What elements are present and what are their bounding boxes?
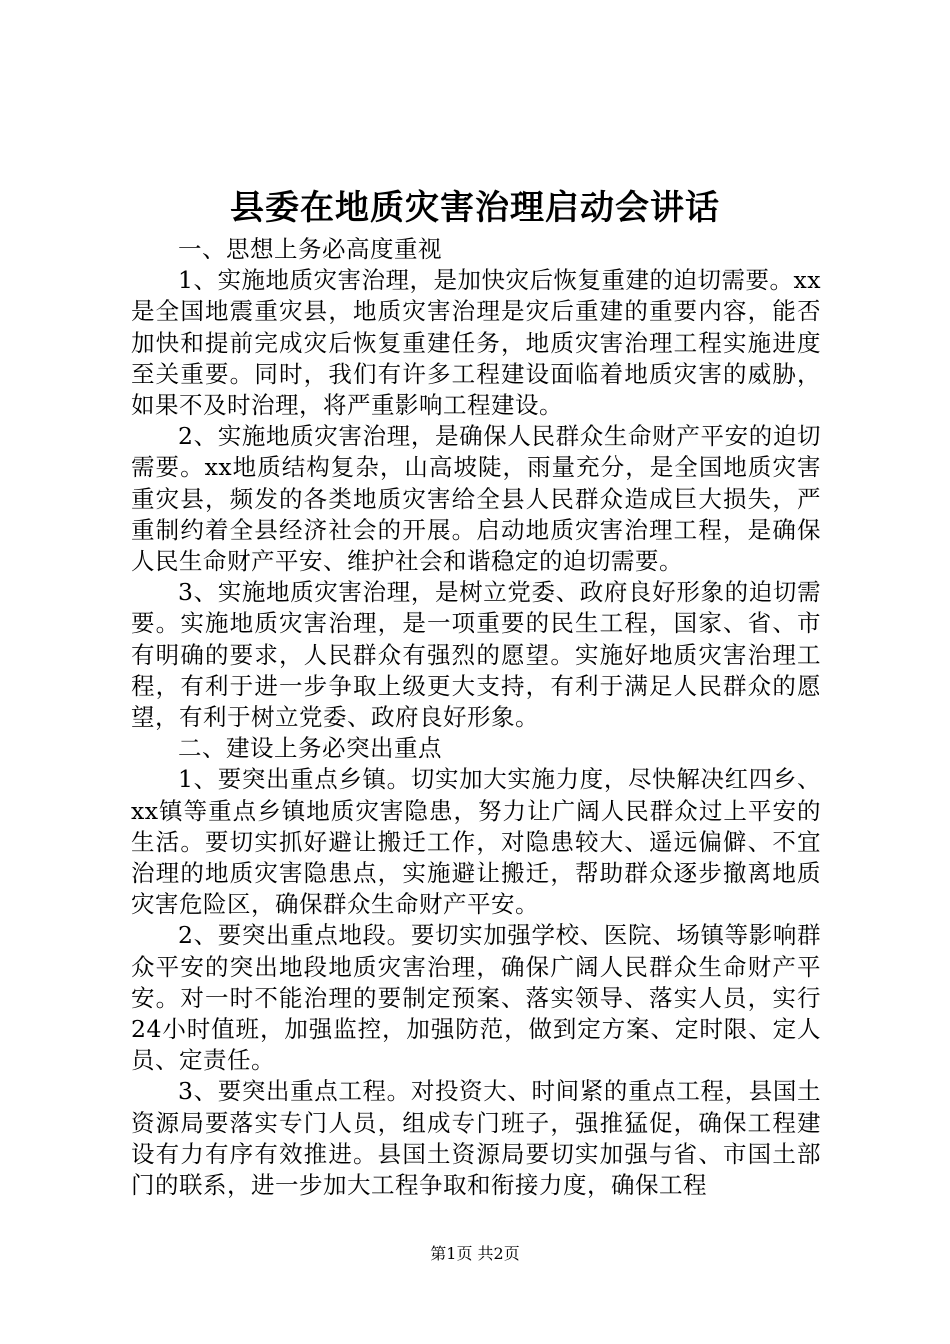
body-paragraph: 2、实施地质灾害治理，是确保人民群众生命财产平安的迫切需要。xx地质结构复杂，山高坡陡，雨量充分，是全国地质灾害重灾县，频发的各类地质灾害给全县人民群众造成巨大损失，严重制约着全县经济社会的开展。启动地质灾害治理工程，是确保人民生命财产平安、维护社会和谐稳定的迫切需要。 (131, 422, 821, 576)
document-title: 县委在地质灾害治理启动会讲话 (230, 188, 720, 228)
document-body (131, 234, 821, 1201)
body-paragraph: 2、要突出重点地段。要切实加强学校、医院、场镇等影响群众平安的突出地段地质灾害治理，确保广阔人民群众生命财产平安。对一时不能治理的要制定预案、落实领导、落实人员，实行24小时值班，加强监控，加强防范，做到定方案、定时限、定人员、定责任。 (131, 921, 821, 1075)
section-heading: 一、思想上务必高度重视 (178, 235, 442, 263)
section-heading: 二、建设上务必突出重点 (178, 734, 442, 763)
body-paragraph: 1、实施地质灾害治理，是加快灾后恢复重建的迫切需要。xx是全国地震重灾县，地质灾害治理是灾后重建的重要内容，能否加快和提前完成灾后恢复重建任务，地质灾害治理工程实施进度至关重要。同时，我们有许多工程建设面临着地质灾害的威胁，如果不及时治理，将严重影响工程建设。 (131, 266, 821, 420)
body-paragraph: 3、要突出重点工程。对投资大、时间紧的重点工程，县国土资源局要落实专门人员，组成专门班子，强推猛促，确保工程建设有力有序有效推进。县国土资源局要切实加强与省、市国土部门的联系，进一步加大工程争取和衔接力度，确保工程 (131, 1077, 821, 1200)
body-paragraph: 3、实施地质灾害治理，是树立党委、政府良好形象的迫切需要。实施地质灾害治理，是一项重要的民生工程，国家、省、市有明确的要求，人民群众有强烈的愿望。实施好地质灾害治理工程，有利于进一步争取上级更大支持，有利于满足人民群众的愿望，有利于树立党委、政府良好形象。 (131, 578, 821, 732)
page-footer: 第1页 共2页 (430, 1244, 520, 1263)
body-paragraph: 1、要突出重点乡镇。切实加大实施力度，尽快解决红四乡、xx镇等重点乡镇地质灾害隐患，努力让广阔人民群众过上平安的生活。要切实抓好避让搬迁工作，对隐患较大、遥远偏僻、不宜治理的地质灾害隐患点，实施避让搬迁，帮助群众逐步撤离地质灾害危险区，确保群众生命财产平安。 (131, 765, 821, 919)
